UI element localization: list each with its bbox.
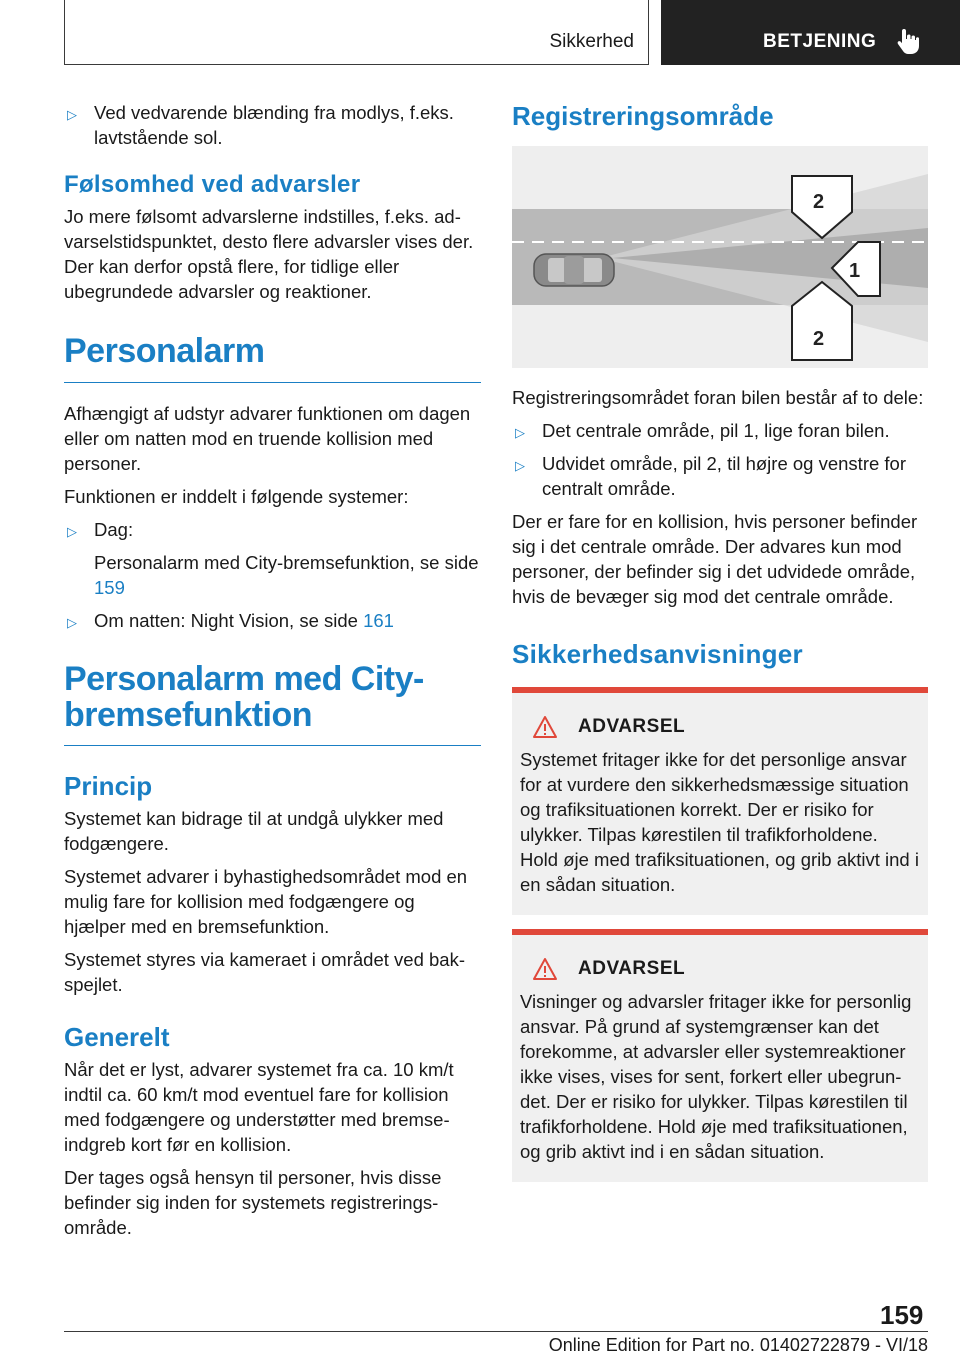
footer-edition: Online Edition for Part no. 01402722879 - VI/18 xyxy=(548,1335,928,1355)
touch-hand-icon xyxy=(895,27,921,55)
paragraph: Systemet styres via kameraet i området ved bakspejlet. xyxy=(64,949,465,995)
warning-box xyxy=(512,929,928,1182)
warning-text: Systemet fritager ikke for det personlige ansvar for at vurdere den sikkerhedsmæssige situation og trafiksituationen korrekt. Der er risiko for ulykker. Tilpas kørestilen til trafikforholdene. Hold øje med trafiksituationen, og grib aktivt ind i en sådan situation. xyxy=(520,749,919,895)
paragraph: Funktionen er inddelt i følgende systemer: xyxy=(64,486,409,507)
paragraph: Når det er lyst, advarer systemet fra ca. 10 km/t indtil ca. 60 km/t mod eventuel fare for kollision med fodgængere og understøtter med bremseindgreb kort før en kollision. xyxy=(64,1059,454,1155)
warning-box xyxy=(512,687,928,915)
section-heading-registration: Registreringsområde xyxy=(512,101,774,131)
warning-title: ADVARSEL xyxy=(532,957,920,981)
paragraph: Afhængigt af udstyr advarer funktionen om dagen eller om natten mod en truende kollision med personer. xyxy=(64,403,471,474)
header-section-title: Sikkerhed xyxy=(549,31,634,52)
warning-triangle-icon xyxy=(532,957,558,981)
paragraph: Der er fare for en kollision, hvis personer befinder sig i det centrale område. Der advares kun mod personer, der befinder sig i det udvidede område, hvis de bevæger sig mod det centrale område. xyxy=(512,511,918,607)
page-link-159[interactable]: 159 xyxy=(94,577,125,598)
left-column xyxy=(64,100,481,1248)
chapter-heading-personalarm: Personalarm xyxy=(64,332,481,383)
header-chapter-box xyxy=(661,0,960,65)
page-number: 159 xyxy=(880,1300,924,1330)
bullet-triangle-icon: ▷ xyxy=(67,107,77,122)
list-item: ▷ Det centrale område, pil 1, lige foran bilen. xyxy=(512,418,928,443)
warning-text: Visninger og advarsler fritager ikke for personlig ansvar. På grund af systemgrænser kan det forekomme, at advarsler eller systemreaktioner ikke vises, vises for sent, forkert eller ubegrundet. Der er risiko for ulykker. Tilpas kørestilen til trafikforholdene. Hold øje med trafiksituationen, og grib aktivt ind i en sådan situation. xyxy=(520,991,912,1162)
arrow-2-bottom-label: 2 xyxy=(813,328,825,350)
footer-divider xyxy=(64,1331,928,1332)
paragraph: Registreringsområdet foran bilen består af to dele: xyxy=(512,387,924,408)
arrow-1-label: 1 xyxy=(849,260,861,282)
paragraph: Systemet advarer i byhastighedsområdet mod en mulig fare for kollision med fodgængere og hjælper med en bremsefunktion. xyxy=(64,866,468,937)
header-section-box xyxy=(64,0,649,65)
car-icon xyxy=(534,254,614,286)
warning-title: ADVARSEL xyxy=(532,715,920,739)
section-heading-generelt: Generelt xyxy=(64,1022,170,1052)
section-heading-princip: Princip xyxy=(64,771,153,801)
paragraph: Jo mere følsomt advarslerne indstilles, f.eks. advarselstidspunktet, desto flere advarsler vises der. Der kan derfor opstå flere, for tidlige eller ubegrundede advarsler og reaktioner. xyxy=(64,206,474,302)
bullet-triangle-icon: ▷ xyxy=(67,524,77,539)
list-item: ▷ Dag: xyxy=(64,517,481,542)
paragraph: Systemet kan bidrage til at undgå ulykker med fodgængere. xyxy=(64,808,444,854)
list-item-detail: Personalarm med City-bremsefunktion, se side 159 xyxy=(94,552,479,598)
detection-area-diagram xyxy=(512,146,928,368)
arrow-2-top-label: 2 xyxy=(813,191,825,213)
right-column xyxy=(512,100,928,1196)
section-heading-sensitivity: Følsomhed ved advarsler xyxy=(64,171,361,198)
section-heading-safety: Sikkerhedsanvisninger xyxy=(512,639,803,669)
list-item: ▷ Udvidet område, pil 2, til højre og venstre for centralt område. xyxy=(515,453,906,499)
bullet-triangle-icon: ▷ xyxy=(515,425,525,440)
header-chapter-title: BETJENING xyxy=(763,31,877,52)
page-link-161[interactable]: 161 xyxy=(363,610,394,631)
warning-triangle-icon xyxy=(532,715,558,739)
bullet-triangle-icon: ▷ xyxy=(515,458,525,473)
paragraph: Der tages også hensyn til personer, hvis disse befinder sig inden for systemets registreringsområde. xyxy=(64,1167,442,1238)
list-item: ▷ Om natten: Night Vision, se side 161 xyxy=(64,608,481,633)
chapter-heading-city-brake: Personalarm med City- bremsefunktion xyxy=(64,661,481,746)
bullet-triangle-icon: ▷ xyxy=(67,615,77,630)
list-item: ▷ Ved vedvarende blænding fra modlys, f.eks. lavtstående sol. xyxy=(67,102,454,148)
